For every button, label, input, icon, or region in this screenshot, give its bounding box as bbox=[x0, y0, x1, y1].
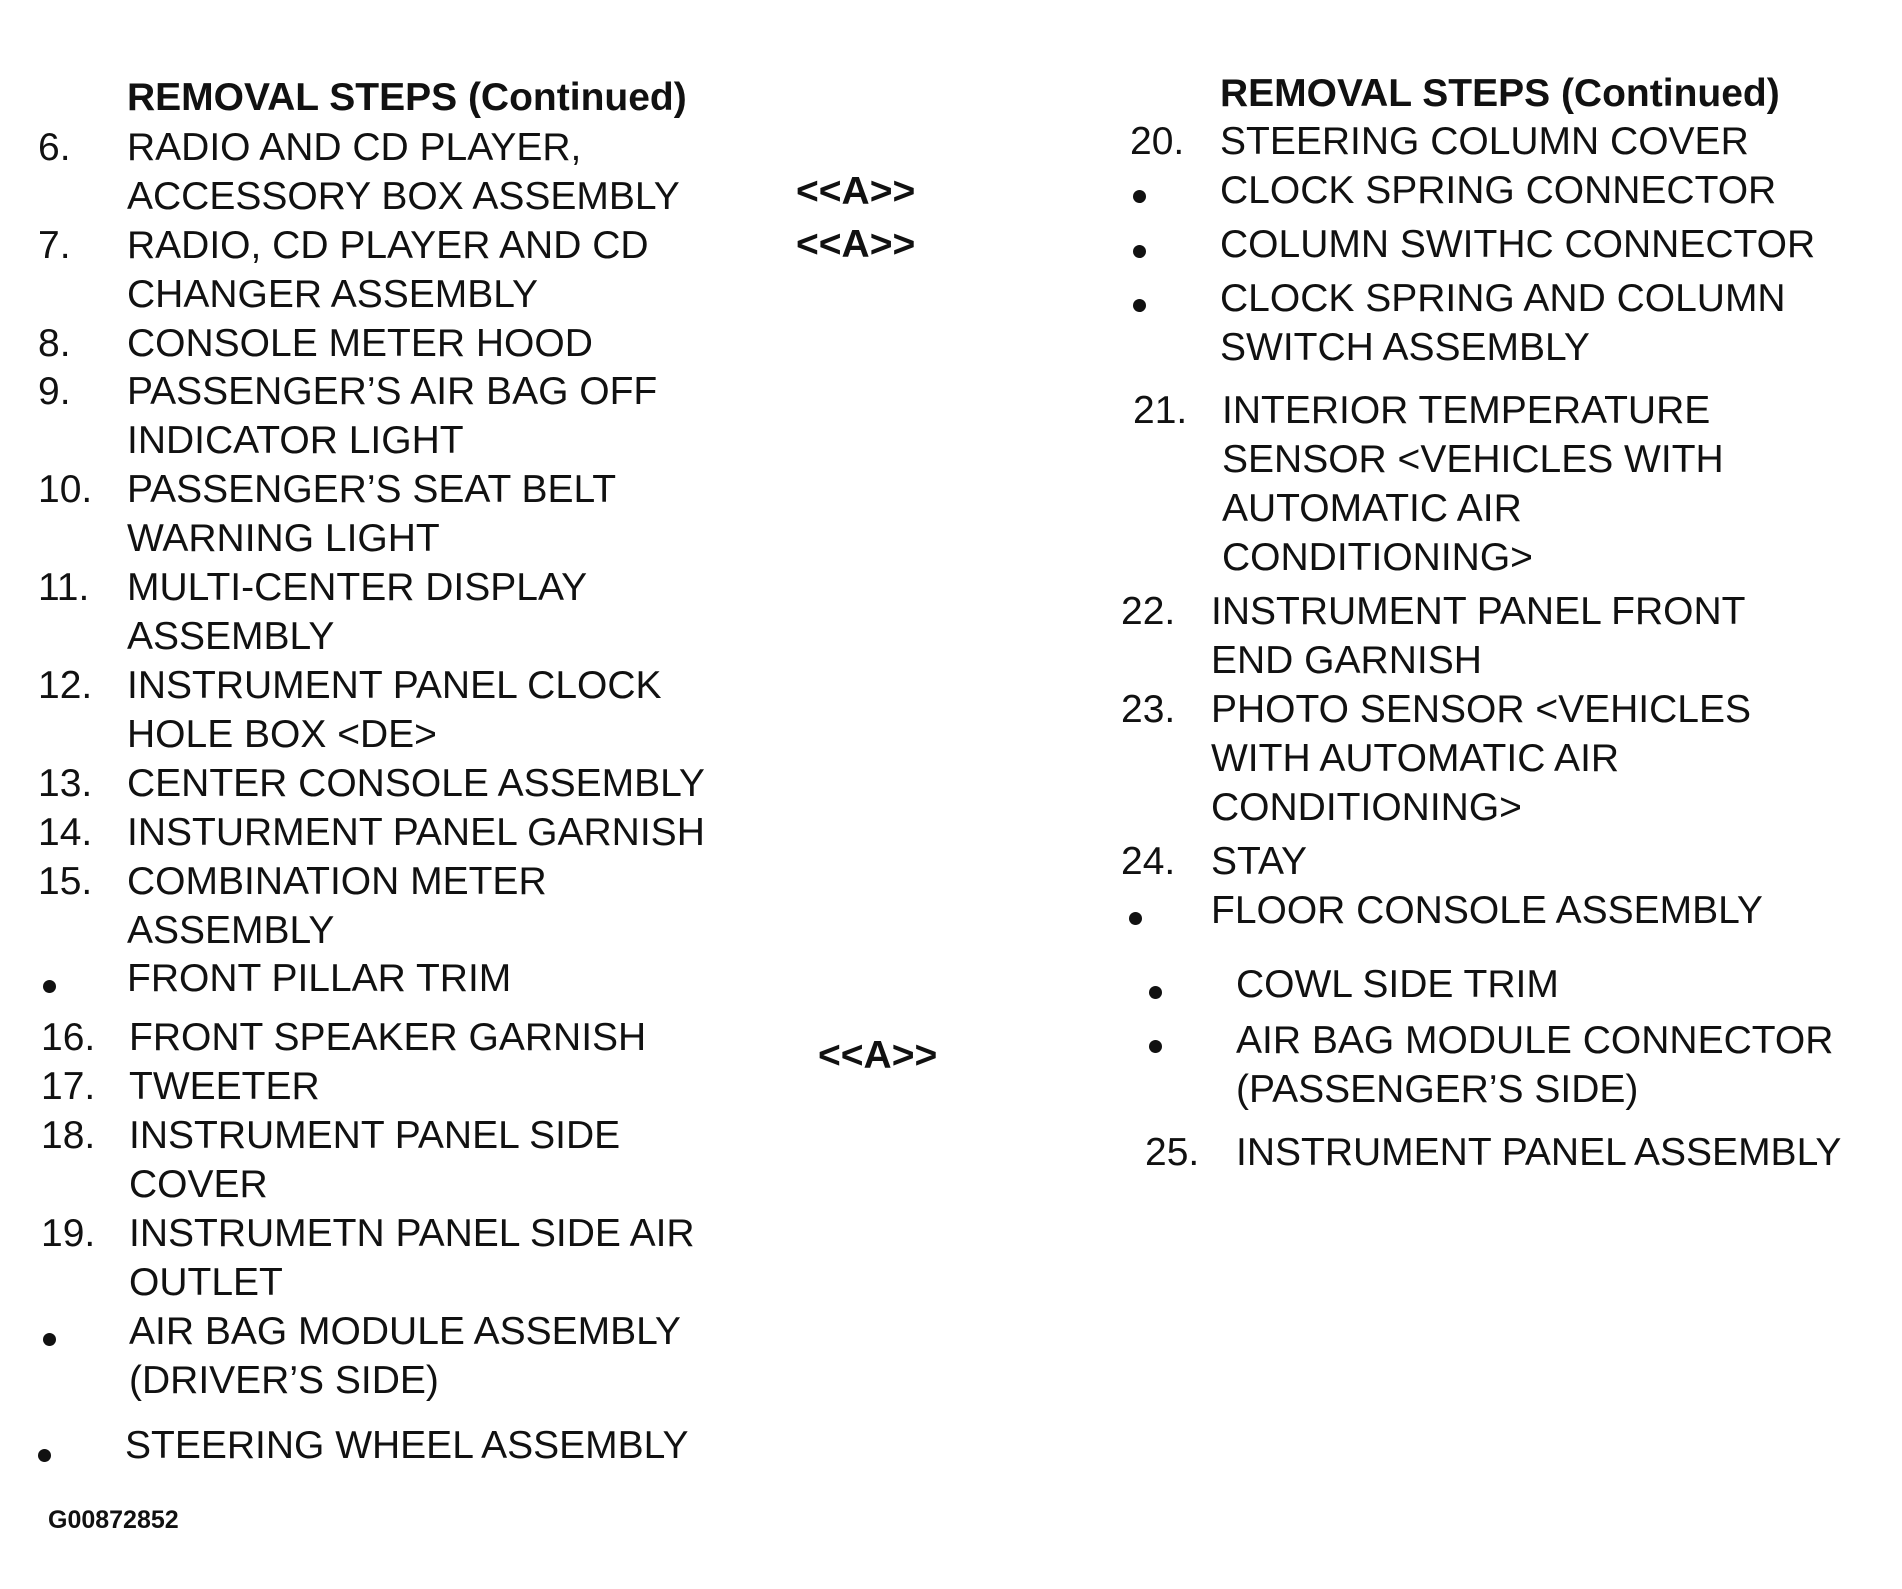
step-text: INSTRUMENT PANEL ASSEMBLY bbox=[1236, 1131, 1842, 1174]
reference-mark: <<A>> bbox=[818, 1034, 938, 1077]
right-heading: REMOVAL STEPS (Continued) bbox=[1220, 72, 1780, 115]
step-text: PHOTO SENSOR <VEHICLES WITH AUTOMATIC AIR CONDITIONING> bbox=[1211, 688, 1752, 829]
step-text: STEERING COLUMN COVER bbox=[1220, 120, 1749, 163]
step-number: 8. bbox=[38, 322, 71, 365]
step-number: 21. bbox=[1133, 389, 1188, 432]
step-text: INSTURMENT PANEL GARNISH bbox=[127, 811, 705, 854]
bullet-icon bbox=[43, 1333, 56, 1346]
step-number: 6. bbox=[38, 126, 71, 169]
bullet-icon bbox=[1129, 912, 1142, 925]
step-text: INSTRUMENT PANEL FRONT END GARNISH bbox=[1211, 590, 1746, 682]
bullet-icon bbox=[38, 1449, 51, 1462]
step-number: 10. bbox=[38, 468, 93, 511]
step-text: AIR BAG MODULE CONNECTOR (PASSENGER’S SIDE) bbox=[1236, 1019, 1834, 1111]
step-number: 24. bbox=[1121, 840, 1176, 883]
step-number: 22. bbox=[1121, 590, 1176, 633]
step-number: 25. bbox=[1145, 1131, 1200, 1174]
step-number: 23. bbox=[1121, 688, 1176, 731]
step-text: AIR BAG MODULE ASSEMBLY (DRIVER’S SIDE) bbox=[129, 1310, 681, 1402]
step-text: INSTRUMENT PANEL SIDE COVER bbox=[129, 1114, 621, 1206]
step-text: FRONT PILLAR TRIM bbox=[127, 957, 512, 1000]
step-number: 19. bbox=[41, 1212, 96, 1255]
bullet-icon bbox=[1149, 1040, 1162, 1053]
step-text: MULTI-CENTER DISPLAY ASSEMBLY bbox=[127, 566, 588, 658]
step-number: 18. bbox=[41, 1114, 96, 1157]
step-text: INSTRUMENT PANEL CLOCK HOLE BOX <DE> bbox=[127, 664, 662, 756]
step-number: 15. bbox=[38, 860, 93, 903]
step-text: COLUMN SWITHC CONNECTOR bbox=[1220, 223, 1816, 266]
bullet-icon bbox=[43, 980, 56, 993]
step-text: RADIO, CD PLAYER AND CD CHANGER ASSEMBLY bbox=[127, 224, 649, 316]
step-number: 12. bbox=[38, 664, 93, 707]
figure-id: G00872852 bbox=[48, 1506, 179, 1534]
step-text: CONSOLE METER HOOD bbox=[127, 322, 593, 365]
step-number: 16. bbox=[41, 1016, 96, 1059]
bullet-icon bbox=[1133, 299, 1146, 312]
step-text: CLOCK SPRING AND COLUMN SWITCH ASSEMBLY bbox=[1220, 277, 1786, 369]
step-text: FLOOR CONSOLE ASSEMBLY bbox=[1211, 889, 1763, 932]
step-text: PASSENGER’S SEAT BELT WARNING LIGHT bbox=[127, 468, 617, 560]
step-text: PASSENGER’S AIR BAG OFF INDICATOR LIGHT bbox=[127, 370, 658, 462]
step-number: 17. bbox=[41, 1065, 96, 1108]
bullet-icon bbox=[1133, 245, 1146, 258]
step-number: 7. bbox=[38, 224, 71, 267]
step-text: RADIO AND CD PLAYER, ACCESSORY BOX ASSEMBLY bbox=[127, 126, 680, 218]
reference-mark: <<A>> bbox=[796, 170, 916, 213]
step-text: INTERIOR TEMPERATURE SENSOR <VEHICLES WITH AUTOMATIC AIR CONDITIONING> bbox=[1222, 389, 1724, 579]
step-text: CENTER CONSOLE ASSEMBLY bbox=[127, 762, 705, 805]
step-text: INSTRUMETN PANEL SIDE AIR OUTLET bbox=[129, 1212, 695, 1304]
step-number: 20. bbox=[1130, 120, 1185, 163]
step-number: 14. bbox=[38, 811, 93, 854]
step-text: COMBINATION METER ASSEMBLY bbox=[127, 860, 547, 952]
bullet-icon bbox=[1133, 190, 1146, 203]
step-text: FRONT SPEAKER GARNISH bbox=[129, 1016, 647, 1059]
step-text: CLOCK SPRING CONNECTOR bbox=[1220, 169, 1777, 212]
step-number: 11. bbox=[38, 566, 90, 609]
step-text: STEERING WHEEL ASSEMBLY bbox=[125, 1424, 689, 1467]
left-heading: REMOVAL STEPS (Continued) bbox=[127, 76, 687, 119]
step-number: 9. bbox=[38, 370, 71, 413]
step-text: TWEETER bbox=[129, 1065, 320, 1108]
step-number: 13. bbox=[38, 762, 93, 805]
reference-mark: <<A>> bbox=[796, 223, 916, 266]
step-text: STAY bbox=[1211, 840, 1308, 883]
bullet-icon bbox=[1149, 986, 1162, 999]
step-text: COWL SIDE TRIM bbox=[1236, 963, 1559, 1006]
